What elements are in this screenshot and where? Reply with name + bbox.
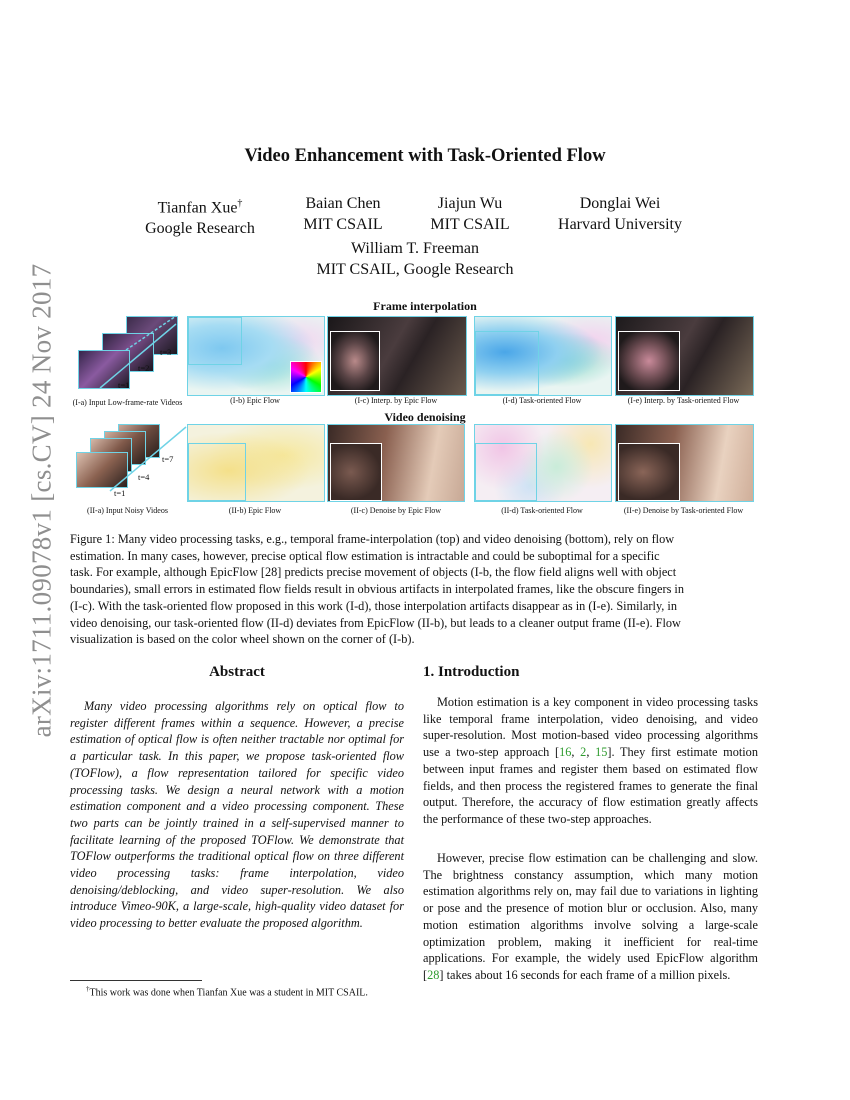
footnote-text: This work was done when Tianfan Xue was a student in MIT CSAIL. <box>89 987 368 999</box>
footnote-mark: † <box>86 985 90 993</box>
paragraph-text: ] takes about 16 seconds for each frame of a million pixels. <box>439 967 731 982</box>
caption-line: estimation. In many cases, however, precise optical flow estimation is intractable and could be suboptimal for a specific <box>70 548 660 563</box>
author-block <box>125 193 275 239</box>
subfigure-caption: (I-b) Epic Flow <box>230 396 280 405</box>
paragraph-text: Motion estimation is a key component in video processing tasks like temporal frame interpolation, video denoising, and video super-resolution. Most motion-based video processing algorithms use a two-step approach [ <box>423 695 758 760</box>
intro-paragraph <box>423 850 758 984</box>
citation-link[interactable]: 15 <box>595 745 608 760</box>
arxiv-side-stamp <box>23 263 61 737</box>
subfigure-caption: (II-a) Input Noisy Videos <box>87 506 168 515</box>
author-affiliation: MIT CSAIL <box>430 216 510 233</box>
interp-task-panel <box>615 316 754 396</box>
time-label: t=1 <box>118 380 130 390</box>
citation-link[interactable]: 2 <box>580 745 587 760</box>
zoom-inset <box>618 331 680 391</box>
author-name: Donglai Wei <box>579 195 661 212</box>
zoom-inset <box>618 443 680 501</box>
author-block <box>545 193 695 235</box>
subfigure-caption: (II-d) Task-oriented Flow <box>501 506 583 515</box>
zoom-inset <box>330 443 382 501</box>
time-label: t=7 <box>162 454 174 464</box>
paragraph-text: However, precise flow estimation can be challenging and slow. The brightness constancy assumption, which many motion estimation algorithms rely on, may fail due to variations in lighting or pose and the presence of motion blur or occlusion. Also, many motion estimation algorithms involve solving a large-scale optimization problem, making it inefficient for real-time applications. For example, the widely used EpicFlow algorithm [ <box>423 851 758 982</box>
paper-title: Video Enhancement with Task-Oriented Flow <box>244 146 606 166</box>
epic-flow-panel <box>187 316 325 396</box>
zoom-inset <box>188 443 246 501</box>
epic-flow-panel <box>187 424 325 502</box>
author-block <box>410 193 530 235</box>
author-block <box>283 193 403 235</box>
denoise-epic-panel <box>327 424 465 502</box>
author-name: Baian Chen <box>305 195 381 212</box>
author-affiliation: Google Research <box>145 220 255 238</box>
paragraph-text: ]. They first estimate motion between input frames and register them based on estimated flow fields, and then process the registered frames to generate the final output. Therefore, the accuracy of flow estimation greatly affects the performance of these two-step approaches. <box>423 745 758 826</box>
time-label: t=4 <box>138 472 150 482</box>
caption-line: visualization is based on the color wheel shown on the corner of (I-b). <box>70 632 415 647</box>
subfigure-caption: (I-e) Interp. by Task-oriented Flow <box>627 396 740 405</box>
caption-line: Figure 1: Many video processing tasks, e.g., temporal frame-interpolation (top) and video denoising (bottom), rely on flow <box>70 532 675 546</box>
time-label: t=2 <box>138 363 150 373</box>
caption-line: boundaries), small errors in estimated flow fields result in obvious artifacts in interpolated frames, like the obscure fingers in <box>70 582 684 597</box>
abstract-text: Many video processing algorithms rely on optical flow to register different frames within a sequence. However, a precise estimation of optical flow is often neither tractable nor optimal for a particular task. In this paper, we propose task-oriented flow (TOFlow), a flow representation tailored for specific video processing tasks. We design a neural network with a motion estimation component and a video processing component. These two parts can be jointly trained in a self-supervised manner to facilitate learning of the proposed TOFlow. We demonstrate that TOFlow outperforms the traditional optical flow on three different video processing tasks: frame interpolation, video denoising/deblocking, and video super-resolution. We also introduce Vimeo-90K, a large-scale, high-quality video dataset for video processing to better evaluate the proposed algorithm. <box>70 699 404 931</box>
author-name: Tianfan Xue <box>157 199 238 217</box>
intro-paragraph: Motion estimation is a key component in video processing tasks like temporal frame interpolation, video denoising, and video super-resolution. Most motion-based video processing algorithms use a two-step approach [16, 2, 15]. They first estimate motion between input frames and register them based on estimated flow fields, and then process the registered frames to generate the final output. Therefore, the accuracy of flow estimation greatly affects the performance of these two-step approaches. <box>423 695 758 826</box>
subfigure-caption: (II-b) Epic Flow <box>228 506 282 515</box>
author-name: William T. Freeman <box>350 240 480 257</box>
figure-caption <box>70 531 778 648</box>
zoom-inset <box>475 331 539 395</box>
caption-line: task. For example, although EpicFlow [28] predicts precise movement of objects (I-b, the flow field aligns well with object <box>70 565 677 580</box>
subfigure-caption: (II-e) Denoise by Task-oriented Flow <box>623 506 744 515</box>
citation-link[interactable]: 16 <box>559 745 572 760</box>
author-name: Jiajun Wu <box>437 195 503 212</box>
zoom-inset <box>475 443 537 501</box>
author-affiliation: MIT CSAIL, Google Research <box>316 261 514 278</box>
introduction-heading: 1. Introduction <box>423 664 520 680</box>
author-affiliation: MIT CSAIL <box>303 216 383 233</box>
caption-line: video denoising, our task-oriented flow (II-d) deviates from EpicFlow (II-b), but leads to a cleaner output frame (II-e). Flow <box>70 615 681 630</box>
citation-link[interactable]: 28 <box>427 967 440 982</box>
subfigure-caption: (I-d) Task-oriented Flow <box>502 396 582 405</box>
time-label: t=3 <box>160 347 172 357</box>
footnote-rule <box>70 980 202 981</box>
author-affiliation: Harvard University <box>558 216 682 233</box>
zoom-inset <box>330 331 380 391</box>
color-wheel <box>290 361 322 393</box>
footnote <box>86 985 368 998</box>
figure-section-title: Video denoising <box>384 410 466 424</box>
arxiv-stamp-text: arXiv:1711.09078v1 [cs.CV] 24 Nov 2017 <box>26 263 57 737</box>
task-flow-panel <box>474 424 612 502</box>
abstract-heading: Abstract <box>209 664 265 680</box>
time-label: t=1 <box>114 488 126 498</box>
denoise-task-panel <box>615 424 754 502</box>
author-mark: † <box>237 198 243 209</box>
subfigure-caption: (I-a) Input Low-frame-rate Videos <box>72 398 183 407</box>
task-flow-panel <box>474 316 612 396</box>
subfigure-caption: (II-c) Denoise by Epic Flow <box>350 506 442 515</box>
caption-line: (I-c). With the task-oriented flow proposed in this work (I-d), those interpolation artifacts disappear as in (I-e). Similarly, in <box>70 598 678 613</box>
author-block <box>275 238 555 280</box>
subfigure-caption: (I-c) Interp. by Epic Flow <box>354 396 438 405</box>
zoom-inset <box>188 317 242 365</box>
figure-section-title: Frame interpolation <box>373 299 477 313</box>
interp-epic-panel <box>327 316 467 396</box>
